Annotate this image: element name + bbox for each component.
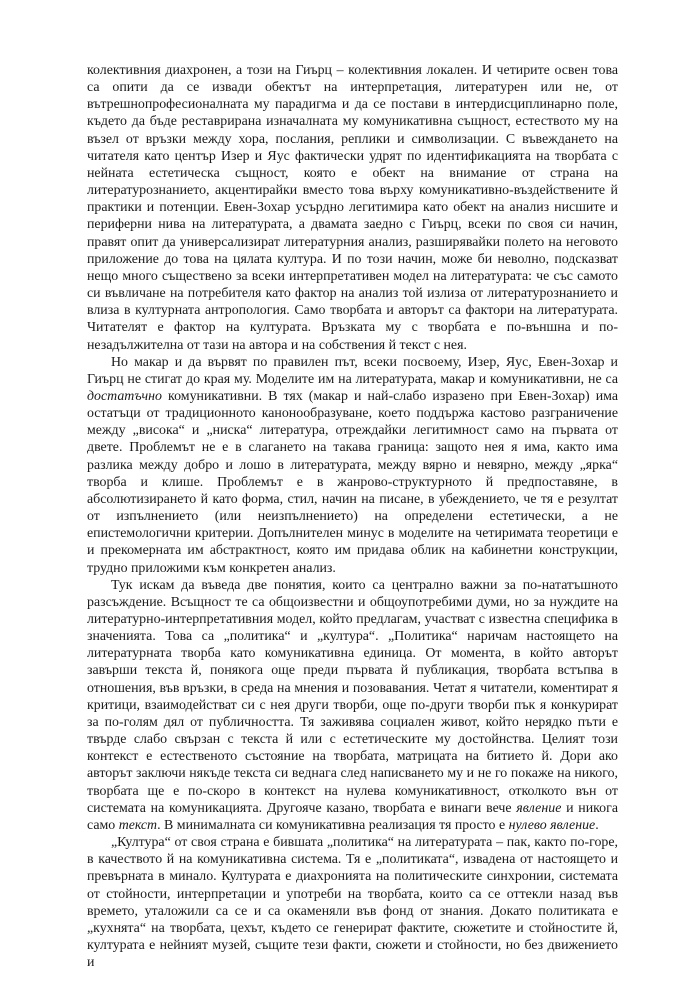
text-run: „Култура“ от своя страна е бившата „политика“ на литературата – пак, както по-горе, в качеството й на комуникативна система. Тя е „политиката“, извадена от настоящето и превърната в минало. Културата е диахронията на политическите синхронии, системата от стойности, интерпретации и употреби на творбата, които са се оттекли назад във времето, уталожили са се и са окаменяли във фонд от знания. Докато политиката е „кухнята“ на творбата, цехът, където се генерират фактите, сюжетите и стойностите й, културата е нейният музей, същите тези факти, сюжети и стойности, но без движението и — [87, 835, 618, 971]
text-run: Тук искам да въведа две понятия, които са централно важни за по-нататъшното разсъждение. Всъщност те са общоизвестни и общоупотребими думи, но за нуждите на литературно-интерпретативния модел, който предлагам, участват с известна специфика в значенията. Това са „политика“ и „култура“. „Политика“ наричам настоящето на литературната творба като комуникативна единица. От момента, в който авторът завърши текста й, понякога още преди първата й публикация, творбата встъпва в отношения, във връзки, в среда на мнения и позовавания. Четат я читатели, коментират я критици, взаимодействат си с нея други творби, още по-други творби пък я конкурират за по-голям дял от публичността. Тя заживява социален живот, който нерядко пъти е твърде слабо свързан с текста й или с естетическите му достойнства. Целият този контекст е естественото състояние на творбата, матрицата на битието й. Дори ако авторът заключи някъде текста си веднага след написването му и не го покаже на никого, творбата ще е по-скоро в контекст на нулева комуникативност, отколкото вън от системата на комуникацията. Другояче казано, творбата е винаги вече — [87, 577, 618, 816]
italic-term: явление — [516, 800, 562, 816]
italic-term: достатъчно — [87, 388, 162, 404]
text-run: . — [595, 817, 599, 833]
paragraph-4 — [87, 834, 618, 971]
text-run: Но макар и да вървят по правилен път, всеки посвоему, Изер, Яус, Евен-Зохар и Гиърц не стигат до края му. Моделите им на литературата, макар и комуникативни, не са — [87, 354, 618, 387]
document-page — [87, 62, 618, 971]
paragraph-1 — [87, 62, 618, 354]
text-run: и никога само — [87, 800, 618, 833]
text-run: комуникативни. В тях (макар и най-слабо изразено при Евен-Зохар) има остатъци от традиционното канонообразуване, което поддържа кастово разграничение между „висока“ и „ниска“ литература, отреждайки легитимност само на първата от двете. Проблемът не е в слагането на такава граница: защото нея я има, както има разлика между добро и лошо в литературата, между вярно и невярно, между „ярка“ творба и клише. Проблемът е в жанрово-структурното й предпоставяне, в абсолютизирането й като форма, стил, начин на писане, в убеждението, че тя е резултат от изпълнението (или неизпълнението) на определени естетически, а не епистемологични критерии. Допълнителен минус в моделите на четиримата теоретици е и прекомерната им абстрактност, която им придава облик на кабинетни конструкции, трудно приложими към конкретен анализ. — [87, 388, 618, 576]
italic-term: текст — [118, 817, 158, 833]
text-run: . В минималната си комуникативна реализация тя просто е — [157, 817, 509, 833]
text-run: колективния диахронен, а този на Гиърц – колективния локален. И четирите освен това са опити да се извади обектът на интерпретация, литературен или не, от вътрешнопрофесионалната му парадигма и да се постави в интердисциплинарно поле, където да бъде реставрирана изначалната му комуникативна същност, естеството му на възел от връзки между хора, послания, реплики и символизации. С въвеждането на читателя като център Изер и Яус фактически удрят по идентификацията на творбата с нейната естетическа същност, която е обект на внимание от страна на литературознанието, акцентирайки вместо това върху комуникативно-въздействените й практики и потенции. Евен-Зохар усърдно легитимира като обект на анализ нисшите и периферни нива на литературата, а двамата заедно с Гиърц, всеки по своя си начин, правят опит да универсализират литературния анализ, разширявайки полето на неговото приложение до това на цялата култура. И по този начин, може би неволно, подсказват нещо много съществено за всеки интерпретативен модел на литературата: че със самото си въвличане на потребителя като фактор на анализ той излиза от литературознанието и влиза в културната антропология. Само творбата и авторът са фактори на литературата. Читателят е фактор на културата. Връзката му с творбата е по-външна и по-незадължителна от тази на автора и на собствения й текст с нея. — [87, 63, 618, 353]
paragraph-2 — [87, 354, 618, 577]
italic-term: нулево явление — [508, 817, 596, 833]
paragraph-3 — [87, 577, 618, 834]
